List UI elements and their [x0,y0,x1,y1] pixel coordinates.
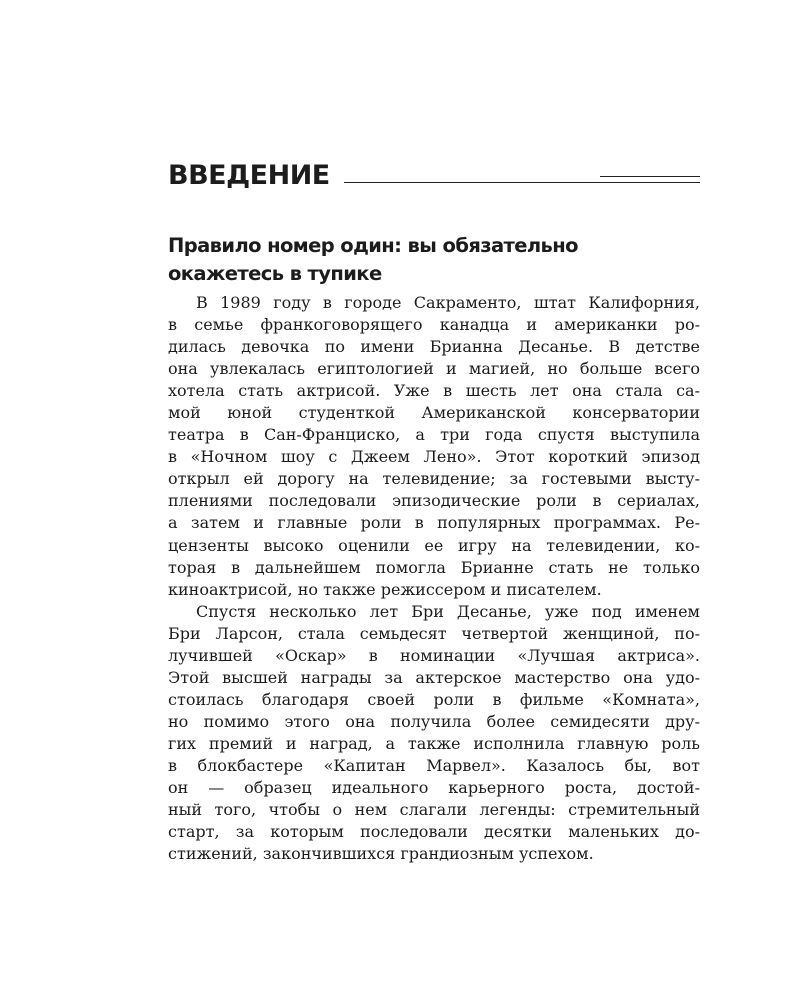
paragraph [168,601,700,866]
text-line: открыл ей дорогу на телевидение; за гостевыми высту- [168,469,700,489]
text-line: плениями последовали эпизодические роли в сериалах, [168,491,700,511]
section-title [168,232,708,288]
body-text [168,292,700,865]
text-line: Спустя несколько лет Бри Десанье, уже под именем [196,601,700,621]
text-line: а затем и главные роли в популярных программах. Ре- [168,513,700,533]
text-line: но помимо этого она получила более семидесяти дру- [168,711,700,731]
text-line: в «Ночном шоу с Джеем Лено». Этот короткий эпизод [168,447,700,467]
section-title-line: окажетесь в тупике [168,262,382,285]
text-line: Бри Ларсон, стала семьдесят четвертой женщиной, по- [168,623,700,643]
text-line: стижений, закончившихся грандиозным успехом. [168,844,594,864]
text-line: старт, за которым последовали десятки маленьких до- [168,822,700,842]
text-line: хотела стать актрисой. Уже в шесть лет она стала са- [168,381,700,401]
paragraph [168,292,700,601]
text-line: он — образец идеального карьерного роста, достой- [168,778,700,798]
section-title-line: Правило номер один: вы обязательно [168,234,578,257]
text-line: В 1989 году в городе Сакраменто, штат Калифорния, [196,293,700,312]
header-rule [344,182,700,183]
text-line: в блокбастере «Капитан Марвел». Казалось бы, вот [168,755,700,775]
text-line: мой юной студенткой Американской консерватории [168,403,700,423]
text-line: театра в Сан-Франциско, а три года спустя выступила [168,425,700,445]
text-line: цензенты высоко оценили ее игру на телевидении, ко- [168,535,700,555]
text-line: она увлекалась египтологией и магией, но больше всего [168,359,700,379]
text-line: гих премий и наград, а также исполнила главную роль [168,733,700,753]
text-line: стоилась благодаря своей роли в фильме «Комната», [168,689,700,709]
text-line: киноактрисой, но также режиссером и писателем. [168,579,602,599]
text-line: дилась девочка по имени Брианна Десанье. В детстве [168,337,700,357]
text-line: лучившей «Оскар» в номинации «Лучшая актриса». [168,645,700,665]
chapter-header [168,160,700,196]
chapter-title: ВВЕДЕНИЕ [168,160,330,191]
text-line: в семье франкоговорящего канадца и американки ро- [168,315,700,335]
header-rule-thin [600,176,700,177]
text-line: торая в дальнейшем помогла Брианне стать не только [168,557,700,577]
text-line: ный того, чтобы о нем слагали легенды: стремительный [168,800,700,820]
text-line: Этой высшей награды за актерское мастерство она удо- [168,667,700,687]
